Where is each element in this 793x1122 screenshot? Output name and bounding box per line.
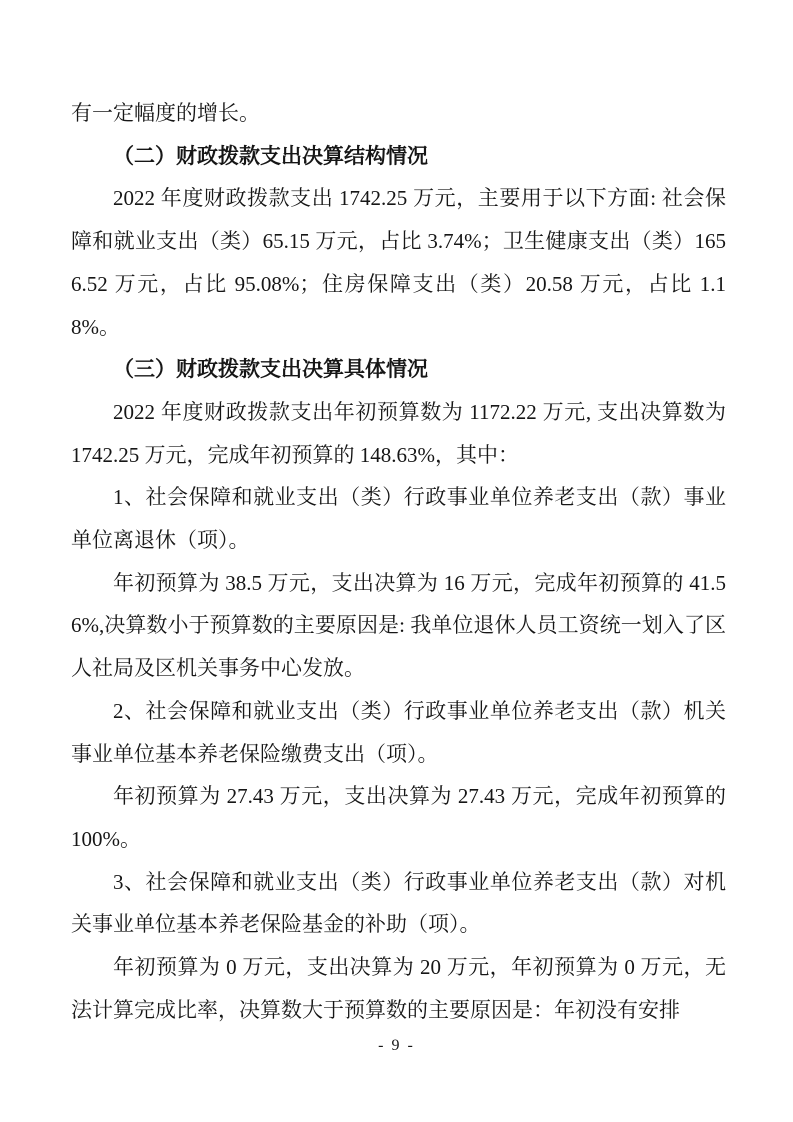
page-content (71, 0, 726, 1031)
paragraph-continuation: 有一定幅度的增长。 (71, 101, 260, 125)
paragraph-item-3-title: 3、社会保障和就业支出（类）行政事业单位养老支出（款）对机关事业单位基本养老保险基金的补助（项）。 (71, 869, 726, 937)
paragraph-item-2-detail: 年初预算为 27.43 万元，支出决算为 27.43 万元，完成年初预算的 100%。 (71, 784, 726, 851)
section-heading-detail: （三）财政拨款支出决算具体情况 (113, 357, 428, 382)
paragraph-item-3-detail: 年初预算为 0 万元，支出决算为 20 万元，年初预算为 0 万元，无法计算完成比率，决算数大于预算数的主要原因是：年初没有安排 (71, 955, 726, 1022)
paragraph-item-2-title: 2、社会保障和就业支出（类）行政事业单位养老支出（款）机关事业单位基本养老保险缴费支出（项）。 (71, 698, 726, 766)
section-heading-structure: （二）财政拨款支出决算结构情况 (113, 143, 428, 168)
paragraph-detail-overview: 2022 年度财政拨款支出年初预算数为 1172.22 万元, 支出决算数为 1742.25 万元，完成年初预算的 148.63%，其中： (71, 399, 726, 467)
paragraph-structure-overview: 2022 年度财政拨款支出 1742.25 万元，主要用于以下方面: 社会保障和就业支出（类）65.15 万元，占比 3.74%；卫生健康支出（类）1656.52 万元，占比 95.08%；住房保障支出（类）20.58 万元，占比 1.18%。 (71, 186, 726, 339)
paragraph-item-1-detail: 年初预算为 38.5 万元，支出决算为 16 万元，完成年初预算的 41.56%,决算数小于预算数的主要原因是: 我单位退休人员工资统一划入了区人社局及区机关事务中心发放。 (71, 570, 726, 681)
page-number: - 9 - (378, 1037, 415, 1054)
paragraph-item-1-title: 1、社会保障和就业支出（类）行政事业单位养老支出（款）事业单位离退休（项）。 (71, 485, 726, 553)
